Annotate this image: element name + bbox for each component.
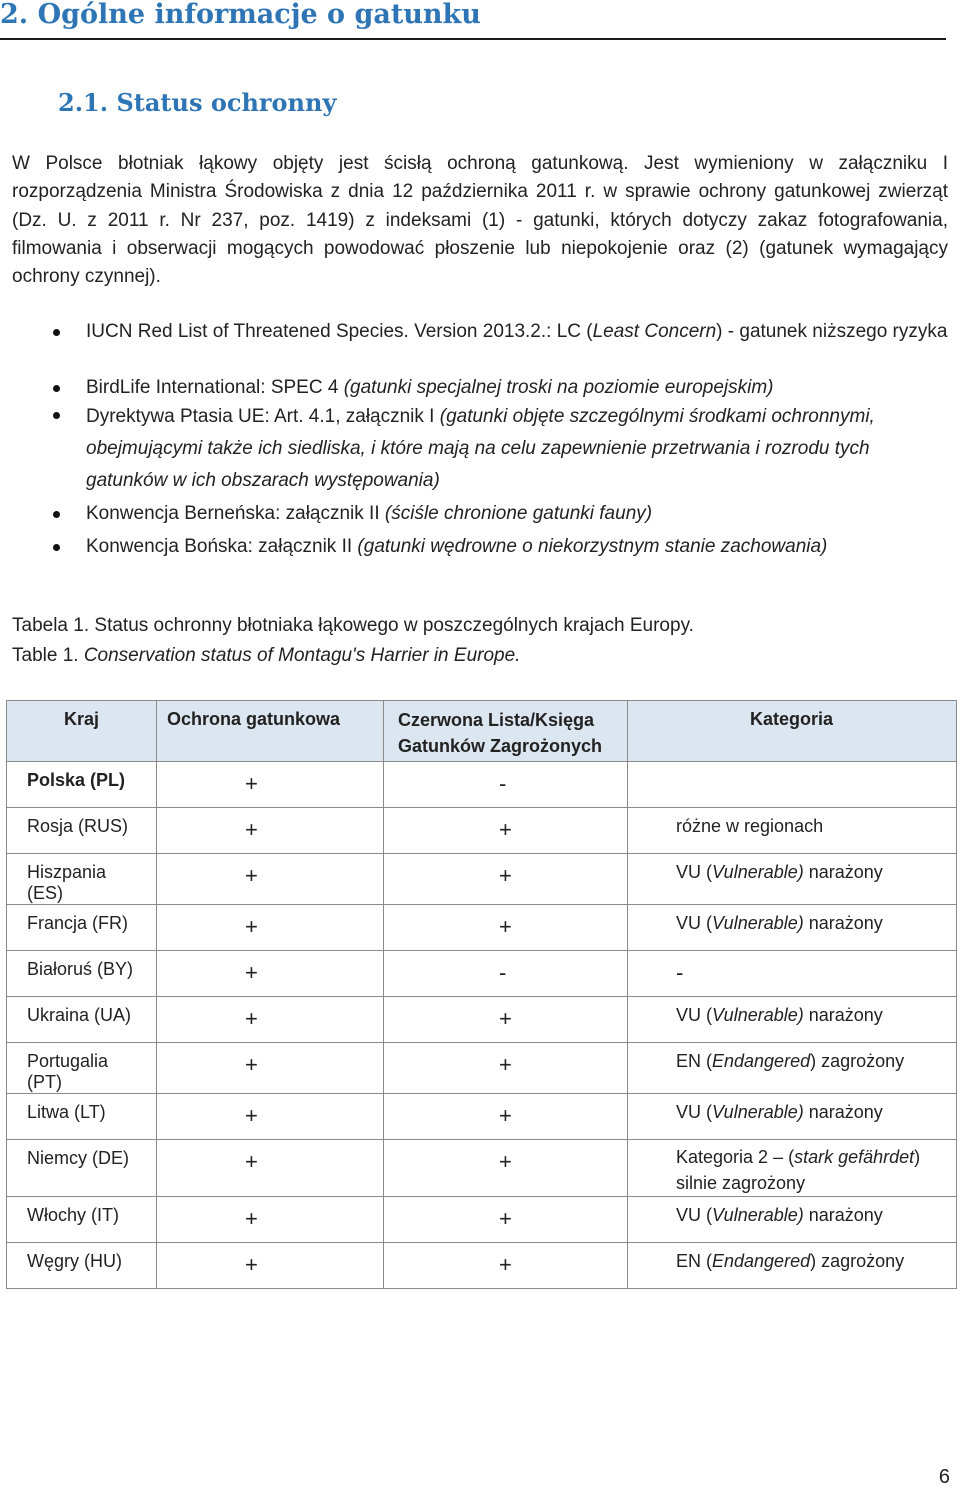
intro-paragraph: W Polsce błotniak łąkowy objęty jest ścisłą ochroną gatunkową. Jest wymieniony w załączniku I rozporządzenia Ministra Środowiska z dnia 12 października 2011 r. w sprawie ochrony gatunkowej zwierząt (Dz. U. z 2011 r. Nr 237, poz. 1419) z indeksami (1) - gatunki, których dotyczy zakaz fotografowania, filmowania i obserwacji mogących powodować płoszenie lub niepokojenie oraz (2) (gatunek wymagający ochrony czynnej). xyxy=(12,153,948,288)
bullet-dot-icon xyxy=(53,329,60,336)
bullet-italic-text: (gatunki specjalnej troski na poziomie europejskim) xyxy=(343,377,774,398)
redlist-cell: + xyxy=(384,997,628,1043)
bullet-tail-text: ) - gatunek niższego ryzyka xyxy=(716,321,948,342)
protection-cell: + xyxy=(157,1243,384,1289)
category-cell xyxy=(628,905,957,951)
category-cell xyxy=(628,951,957,997)
category-cell xyxy=(628,997,957,1043)
category-text: Kategoria 2 – ( xyxy=(676,1147,795,1167)
category-cell xyxy=(628,762,957,808)
bullet-dot-icon xyxy=(53,385,60,392)
redlist-cell: + xyxy=(384,1043,628,1094)
category-text: różne w regionach xyxy=(676,816,824,836)
category-italic: Endangered xyxy=(712,1051,811,1071)
table-row xyxy=(7,951,957,997)
category-text: - xyxy=(676,960,684,985)
protection-cell: + xyxy=(157,808,384,854)
category-text: VU ( xyxy=(676,1102,712,1122)
country-cell: Ukraina (UA) xyxy=(7,997,157,1043)
bullet-dot-icon xyxy=(53,544,60,551)
protection-cell: + xyxy=(157,1094,384,1140)
table-header-row xyxy=(7,701,957,762)
country-cell: Portugalia (PT) xyxy=(7,1043,157,1094)
country-cell: Białoruś (BY) xyxy=(7,951,157,997)
protection-cell: + xyxy=(157,1140,384,1197)
category-suffix: ) zagrożony xyxy=(810,1251,905,1271)
header-kraj: Kraj xyxy=(7,701,157,762)
category-cell xyxy=(628,1140,957,1197)
category-suffix: ) silnie zagrożony xyxy=(676,1147,921,1193)
table-caption-pl: Tabela 1. Status ochronny błotniaka łąkowego w poszczególnych krajach Europy. xyxy=(12,615,694,636)
category-suffix: ) zagrożony xyxy=(810,1051,905,1071)
bullet-text: Konwencja Bońska: załącznik II xyxy=(86,536,358,557)
bullet-dot-icon xyxy=(53,511,60,518)
bullet-text: Konwencja Berneńska: załącznik II xyxy=(86,503,385,524)
bullet-text: Dyrektywa Ptasia UE: Art. 4.1, załącznik I xyxy=(86,406,440,427)
country-cell: Polska (PL) xyxy=(7,762,157,808)
protection-cell: + xyxy=(157,854,384,905)
redlist-cell: + xyxy=(384,808,628,854)
country-cell: Niemcy (DE) xyxy=(7,1140,157,1197)
protection-cell: + xyxy=(157,762,384,808)
status-table xyxy=(6,700,957,1289)
protection-cell: + xyxy=(157,1197,384,1243)
category-text: EN ( xyxy=(676,1051,712,1071)
bullet-italic-text: (gatunki wędrowne o niekorzystnym stanie zachowania) xyxy=(357,536,828,557)
category-suffix: narażony xyxy=(803,1205,883,1225)
country-cell: Włochy (IT) xyxy=(7,1197,157,1243)
protection-cell: + xyxy=(157,951,384,997)
bullet-item xyxy=(86,318,956,346)
redlist-cell: + xyxy=(384,854,628,905)
category-suffix: narażony xyxy=(803,1005,883,1025)
table-row xyxy=(7,854,957,905)
table-row xyxy=(7,1043,957,1094)
bullet-text: BirdLife International: SPEC 4 xyxy=(86,377,344,398)
header-kategoria: Kategoria xyxy=(628,701,957,762)
redlist-cell: + xyxy=(384,905,628,951)
category-text: EN ( xyxy=(676,1251,712,1271)
bullet-italic-text: (ściśle chronione gatunki fauny) xyxy=(384,503,653,524)
bullet-dot-icon xyxy=(53,412,60,419)
protection-cell: + xyxy=(157,905,384,951)
bullet-item xyxy=(86,401,956,497)
redlist-cell: + xyxy=(384,1140,628,1197)
country-cell: Węgry (HU) xyxy=(7,1243,157,1289)
category-italic: Vulnerable) xyxy=(712,862,804,882)
country-cell: Litwa (LT) xyxy=(7,1094,157,1140)
header-czerwona-lista: Czerwona Lista/Księga Gatunków Zagrożonych xyxy=(384,701,628,762)
redlist-cell: + xyxy=(384,1243,628,1289)
bullet-item xyxy=(86,374,956,402)
category-suffix: narażony xyxy=(803,1102,883,1122)
category-cell xyxy=(628,1197,957,1243)
category-italic: Vulnerable) xyxy=(712,1102,804,1122)
category-italic: stark gefährdet xyxy=(794,1147,915,1167)
table-row xyxy=(7,762,957,808)
caption-en-label: Table 1. xyxy=(12,645,79,666)
country-cell: Francja (FR) xyxy=(7,905,157,951)
redlist-cell: - xyxy=(384,951,628,997)
section-heading: 2. Ogólne informacje o gatunku xyxy=(0,0,946,40)
table-row xyxy=(7,1094,957,1140)
category-cell xyxy=(628,1043,957,1094)
category-suffix: narażony xyxy=(803,913,883,933)
page-number: 6 xyxy=(938,1466,950,1488)
bullet-italic-text: (gatunki objęte szczególnymi środkami ochronnymi, obejmującymi także ich siedliska, i które mają na celu zapewnienie przetrwania i rozrodu tych gatunków w ich obszarach występowania) xyxy=(86,406,875,491)
category-italic: Endangered xyxy=(712,1251,811,1271)
protection-cell: + xyxy=(157,997,384,1043)
bullet-item xyxy=(86,500,956,528)
header-ochrona: Ochrona gatunkowa xyxy=(157,701,384,762)
caption-en-text: Conservation status of Montagu's Harrier in Europe. xyxy=(83,645,521,666)
country-cell: Rosja (RUS) xyxy=(7,808,157,854)
protection-cell: + xyxy=(157,1043,384,1094)
category-suffix: narażony xyxy=(803,862,883,882)
redlist-cell: + xyxy=(384,1094,628,1140)
category-text: VU ( xyxy=(676,1005,712,1025)
category-cell xyxy=(628,808,957,854)
category-cell xyxy=(628,854,957,905)
bullet-text: IUCN Red List of Threatened Species. Version 2013.2.: LC ( xyxy=(86,321,593,342)
table-row xyxy=(7,997,957,1043)
bullet-italic-text: Least Concern xyxy=(592,321,717,342)
table-row xyxy=(7,808,957,854)
category-text: VU ( xyxy=(676,862,712,882)
category-italic: Vulnerable) xyxy=(712,1005,804,1025)
category-text: VU ( xyxy=(676,1205,712,1225)
category-cell xyxy=(628,1094,957,1140)
table-row xyxy=(7,1140,957,1197)
redlist-cell: - xyxy=(384,762,628,808)
subsection-heading: 2.1. Status ochronny xyxy=(58,88,337,117)
category-italic: Vulnerable) xyxy=(712,1205,804,1225)
country-cell: Hiszpania (ES) xyxy=(7,854,157,905)
table-caption-en xyxy=(12,645,520,667)
table-row xyxy=(7,1243,957,1289)
category-italic: Vulnerable) xyxy=(712,913,804,933)
table-row xyxy=(7,905,957,951)
bullet-item xyxy=(86,533,956,561)
category-cell xyxy=(628,1243,957,1289)
category-text: VU ( xyxy=(676,913,712,933)
table-row xyxy=(7,1197,957,1243)
redlist-cell: + xyxy=(384,1197,628,1243)
